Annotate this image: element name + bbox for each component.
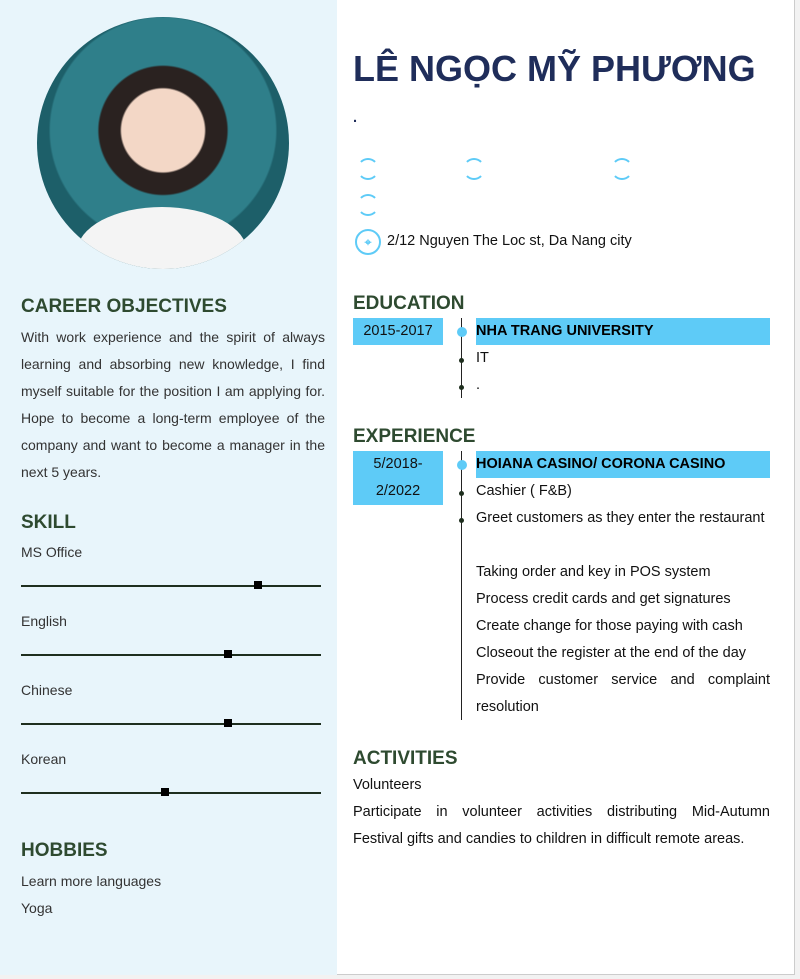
experience-item: Closeout the register at the end of the day <box>476 645 747 661</box>
education-heading: EDUCATION <box>353 293 465 314</box>
hobbies-heading: HOBBIES <box>21 840 108 861</box>
profile-photo <box>37 17 289 269</box>
skill-level-marker <box>224 650 232 658</box>
career-objectives-heading: CAREER OBJECTIVES <box>21 296 227 317</box>
phone-icon <box>357 158 379 180</box>
experience-item: Provide customer service and complaint resolution <box>476 672 770 715</box>
skill-level-marker <box>161 788 169 796</box>
experience-date: 5/2018- 2/2022 <box>353 451 443 505</box>
education-item: . <box>476 377 481 393</box>
skill-label: English <box>21 613 67 629</box>
education-item: IT <box>476 350 489 366</box>
skill-level-marker <box>254 581 262 589</box>
timeline-dot <box>457 460 467 470</box>
activities-text: Participate in volunteer activities distributing Mid-Autumn Festival gifts and candies to children in difficult remote areas. <box>353 804 770 847</box>
skill-level-bar <box>21 654 321 656</box>
experience-item: Cashier ( F&B) <box>476 483 572 499</box>
education-school: NHA TRANG UNIVERSITY <box>476 318 770 345</box>
address: 2/12 Nguyen The Loc st, Da Nang city <box>387 233 632 249</box>
timeline-dot <box>457 327 467 337</box>
skill-level-bar <box>21 792 321 794</box>
experience-heading: EXPERIENCE <box>353 426 476 447</box>
skill-level-marker <box>224 719 232 727</box>
timeline-dot <box>459 358 464 363</box>
skill-label: Korean <box>21 751 67 767</box>
contact-icon <box>357 194 379 216</box>
experience-item: Create change for those paying with cash <box>476 618 743 634</box>
skill-level-bar <box>21 723 321 725</box>
activities-heading: ACTIVITIES <box>353 748 458 769</box>
experience-item: Greet customers as they enter the restaurant <box>476 510 765 526</box>
timeline-dot <box>459 385 464 390</box>
map-pin-icon: ⌖ <box>355 229 381 255</box>
experience-item: Taking order and key in POS system <box>476 564 711 580</box>
timeline-dot <box>459 518 464 523</box>
skill-level-bar <box>21 585 321 587</box>
experience-company: HOIANA CASINO/ CORONA CASINO <box>476 451 770 478</box>
skill-heading: SKILL <box>21 512 76 533</box>
experience-item: Process credit cards and get signatures <box>476 591 731 607</box>
skill-label: MS Office <box>21 544 83 560</box>
hobby-item: Yoga <box>21 900 53 916</box>
candidate-name: LÊ NGỌC MỸ PHƯƠNG <box>353 48 756 89</box>
subtitle: . <box>353 110 358 126</box>
skill-label: Chinese <box>21 682 73 698</box>
hobby-item: Learn more languages <box>21 873 162 889</box>
sidebar <box>0 0 337 975</box>
timeline-dot <box>459 491 464 496</box>
career-objectives-text: With work experience and the spirit of always learning and absorbing new knowledge, I find myself suitable for the position I am applying for. Hope to become a long-term employee of the company and want to become a manager in the next 5 years. <box>21 329 325 480</box>
activities-subtitle: Volunteers <box>353 777 422 793</box>
education-date: 2015-2017 <box>353 318 443 345</box>
website-icon <box>611 158 633 180</box>
email-icon <box>463 158 485 180</box>
